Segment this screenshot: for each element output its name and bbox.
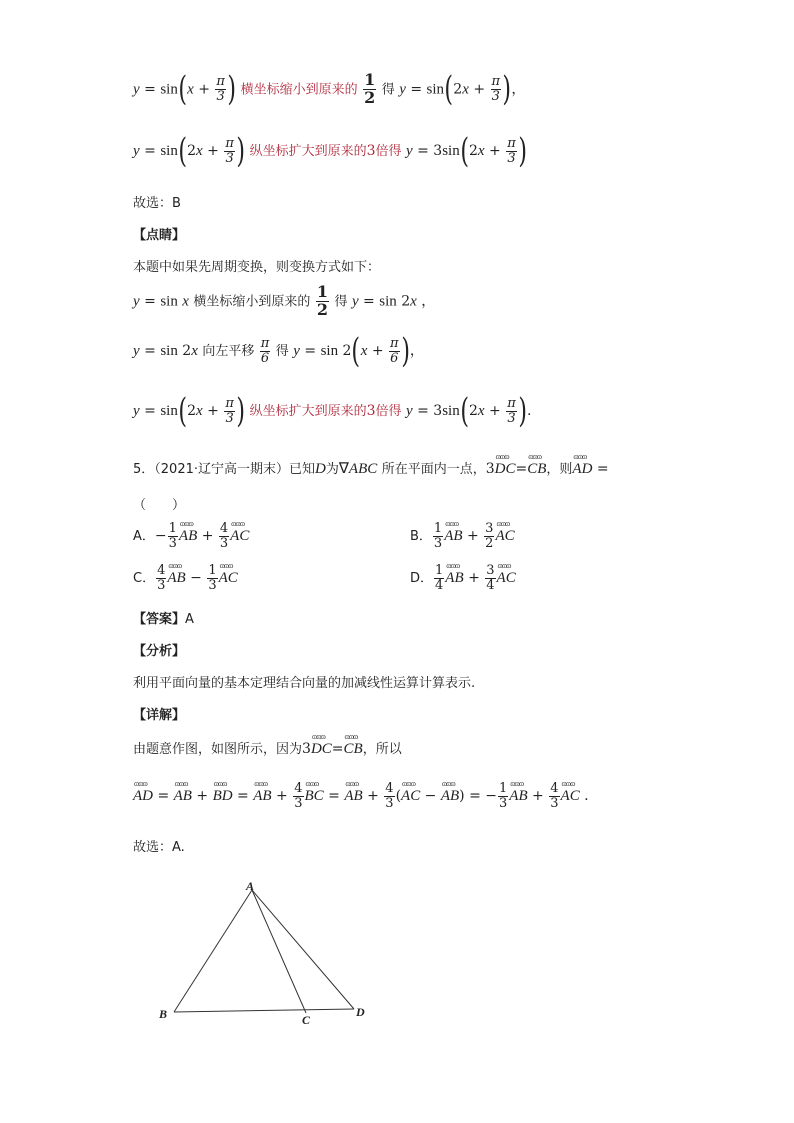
line1-text1: 横坐标缩小到原来的 (240, 82, 358, 98)
transform-line-5: y = sin 2x 向左平移 $\frac{\pi}{6}$ 得 y = sin 2(x + $\frac{\pi}{6}$ )， (133, 331, 424, 371)
transform-line-4: y = sin x 横坐标缩小到原来的 $\frac{1}{2}$ 得 y = sin 2x ， (133, 282, 436, 319)
transform-line-1: y = sin(x + $\frac{\pi}{3}$ ) 横坐标缩小到原来的 $\frac{1}{2}$ 得 y = sin(2x + $\frac{\pi}{3}$ )， (133, 69, 526, 110)
line6-text2: 倍得 (375, 404, 402, 419)
detail-conclusion: 故选：A. (133, 840, 185, 855)
option-a-label: A． (133, 529, 155, 545)
line4-text2: 得 (334, 294, 348, 310)
transform-line-6: y = sin(2x + $\frac{\pi}{3}$ ) 纵坐标扩大到原来的3倍得 y = 3sin(2x + $\frac{\pi}{3}$ ). (133, 391, 532, 431)
line2-num: 3 (366, 143, 376, 159)
line2-text2: 倍得 (375, 144, 402, 159)
question-stem-2: 为 (325, 462, 339, 477)
segment-ad (252, 890, 354, 1009)
option-c-label: C． (133, 571, 156, 587)
triangle-figure (150, 878, 390, 1028)
answer-line (133, 608, 194, 627)
question-source: （2021·辽宁高一期末） (154, 462, 289, 477)
question-5-stem: 5．（2021·辽宁高一期末）已知D为∇ABC 所在平面内一点，3ɷɷɷ DC=ɷɷɷ CB，则ɷɷɷ AD = (133, 458, 609, 478)
detail-header: 【详解】 (133, 708, 186, 723)
segment-bd (174, 1009, 354, 1012)
dianjing-header: 【点睛】 (133, 228, 186, 243)
answer-label: 【答案】 (133, 612, 186, 627)
line6-num: 3 (366, 403, 376, 419)
option-c: C． $\frac{4}{3}$ ɷɷɷ AB − $\frac{1}{3}$ ɷɷɷ AC (133, 564, 238, 592)
detail-equation: ɷɷɷ AD = ɷɷɷ AB + ɷɷɷ BD = ɷɷɷ AB + $\frac{4}{3}$ ɷɷɷ BC = ɷɷɷ AB + $\frac{4}{3}$ (ɷɷɷ AC − ɷɷɷ AB) = − $\frac{1}{3}$ ɷɷɷ AB + $\frac{4}{3}$ ɷɷɷ AC . (133, 782, 589, 810)
option-a: A．− $\frac{1}{3}$ ɷɷɷ AB + $\frac{4}{3}$ ɷɷɷ AC (133, 522, 249, 550)
line4-text1: 横坐标缩小到原来的 (193, 294, 311, 310)
label-c: C (302, 1013, 311, 1027)
label-a: A (246, 879, 255, 893)
analysis-header: 【分析】 (133, 644, 186, 659)
question-stem-1: 已知 (289, 462, 316, 477)
line5-text1: 向左平移 (202, 344, 255, 359)
label-d: D (356, 1005, 365, 1019)
line2-text1: 纵坐标扩大到原来的 (249, 144, 367, 159)
detail-text-1: 由题意作图，如图所示，因为 (133, 742, 303, 757)
question-blank: （ ） (133, 498, 186, 513)
line1-text2: 得 (381, 82, 395, 98)
option-b-label: B． (410, 529, 432, 545)
option-b: B． $\frac{1}{3}$ ɷɷɷ AB + $\frac{3}{2}$ ɷɷɷ AC (410, 522, 515, 550)
option-d: D． $\frac{1}{4}$ ɷɷɷ AB + $\frac{3}{4}$ ɷɷɷ AC (410, 564, 516, 592)
transform-line-2: y = sin(2x + $\frac{\pi}{3}$ ) 纵坐标扩大到原来的3倍得 y = 3sin(2x + $\frac{\pi}{3}$ ) (133, 131, 527, 171)
intro-line: 本题中如果先周期变换，则变换方式如下： (133, 260, 381, 275)
detail-text-2: ，所以 (362, 742, 402, 757)
option-d-label: D． (410, 571, 434, 587)
answer-value: A (185, 612, 194, 627)
analysis-text: 利用平面向量的基本定理结合向量的加减线性运算计算表示. (133, 676, 476, 691)
question-stem-3: 所在平面内一点， (381, 462, 486, 477)
label-b: B (159, 1007, 168, 1021)
question-number: 5． (133, 462, 155, 477)
detail-line-1: 由题意作图，如图所示，因为3ɷɷɷ DC=ɷɷɷ CB，所以 (133, 738, 402, 758)
segment-ab (174, 890, 252, 1012)
line6-text1: 纵坐标扩大到原来的 (249, 404, 367, 419)
question-stem-4: ，则 (546, 462, 573, 477)
segment-ac (252, 890, 306, 1013)
line5-text2: 得 (275, 344, 289, 359)
choice-b-line: 故选：B (133, 196, 181, 211)
